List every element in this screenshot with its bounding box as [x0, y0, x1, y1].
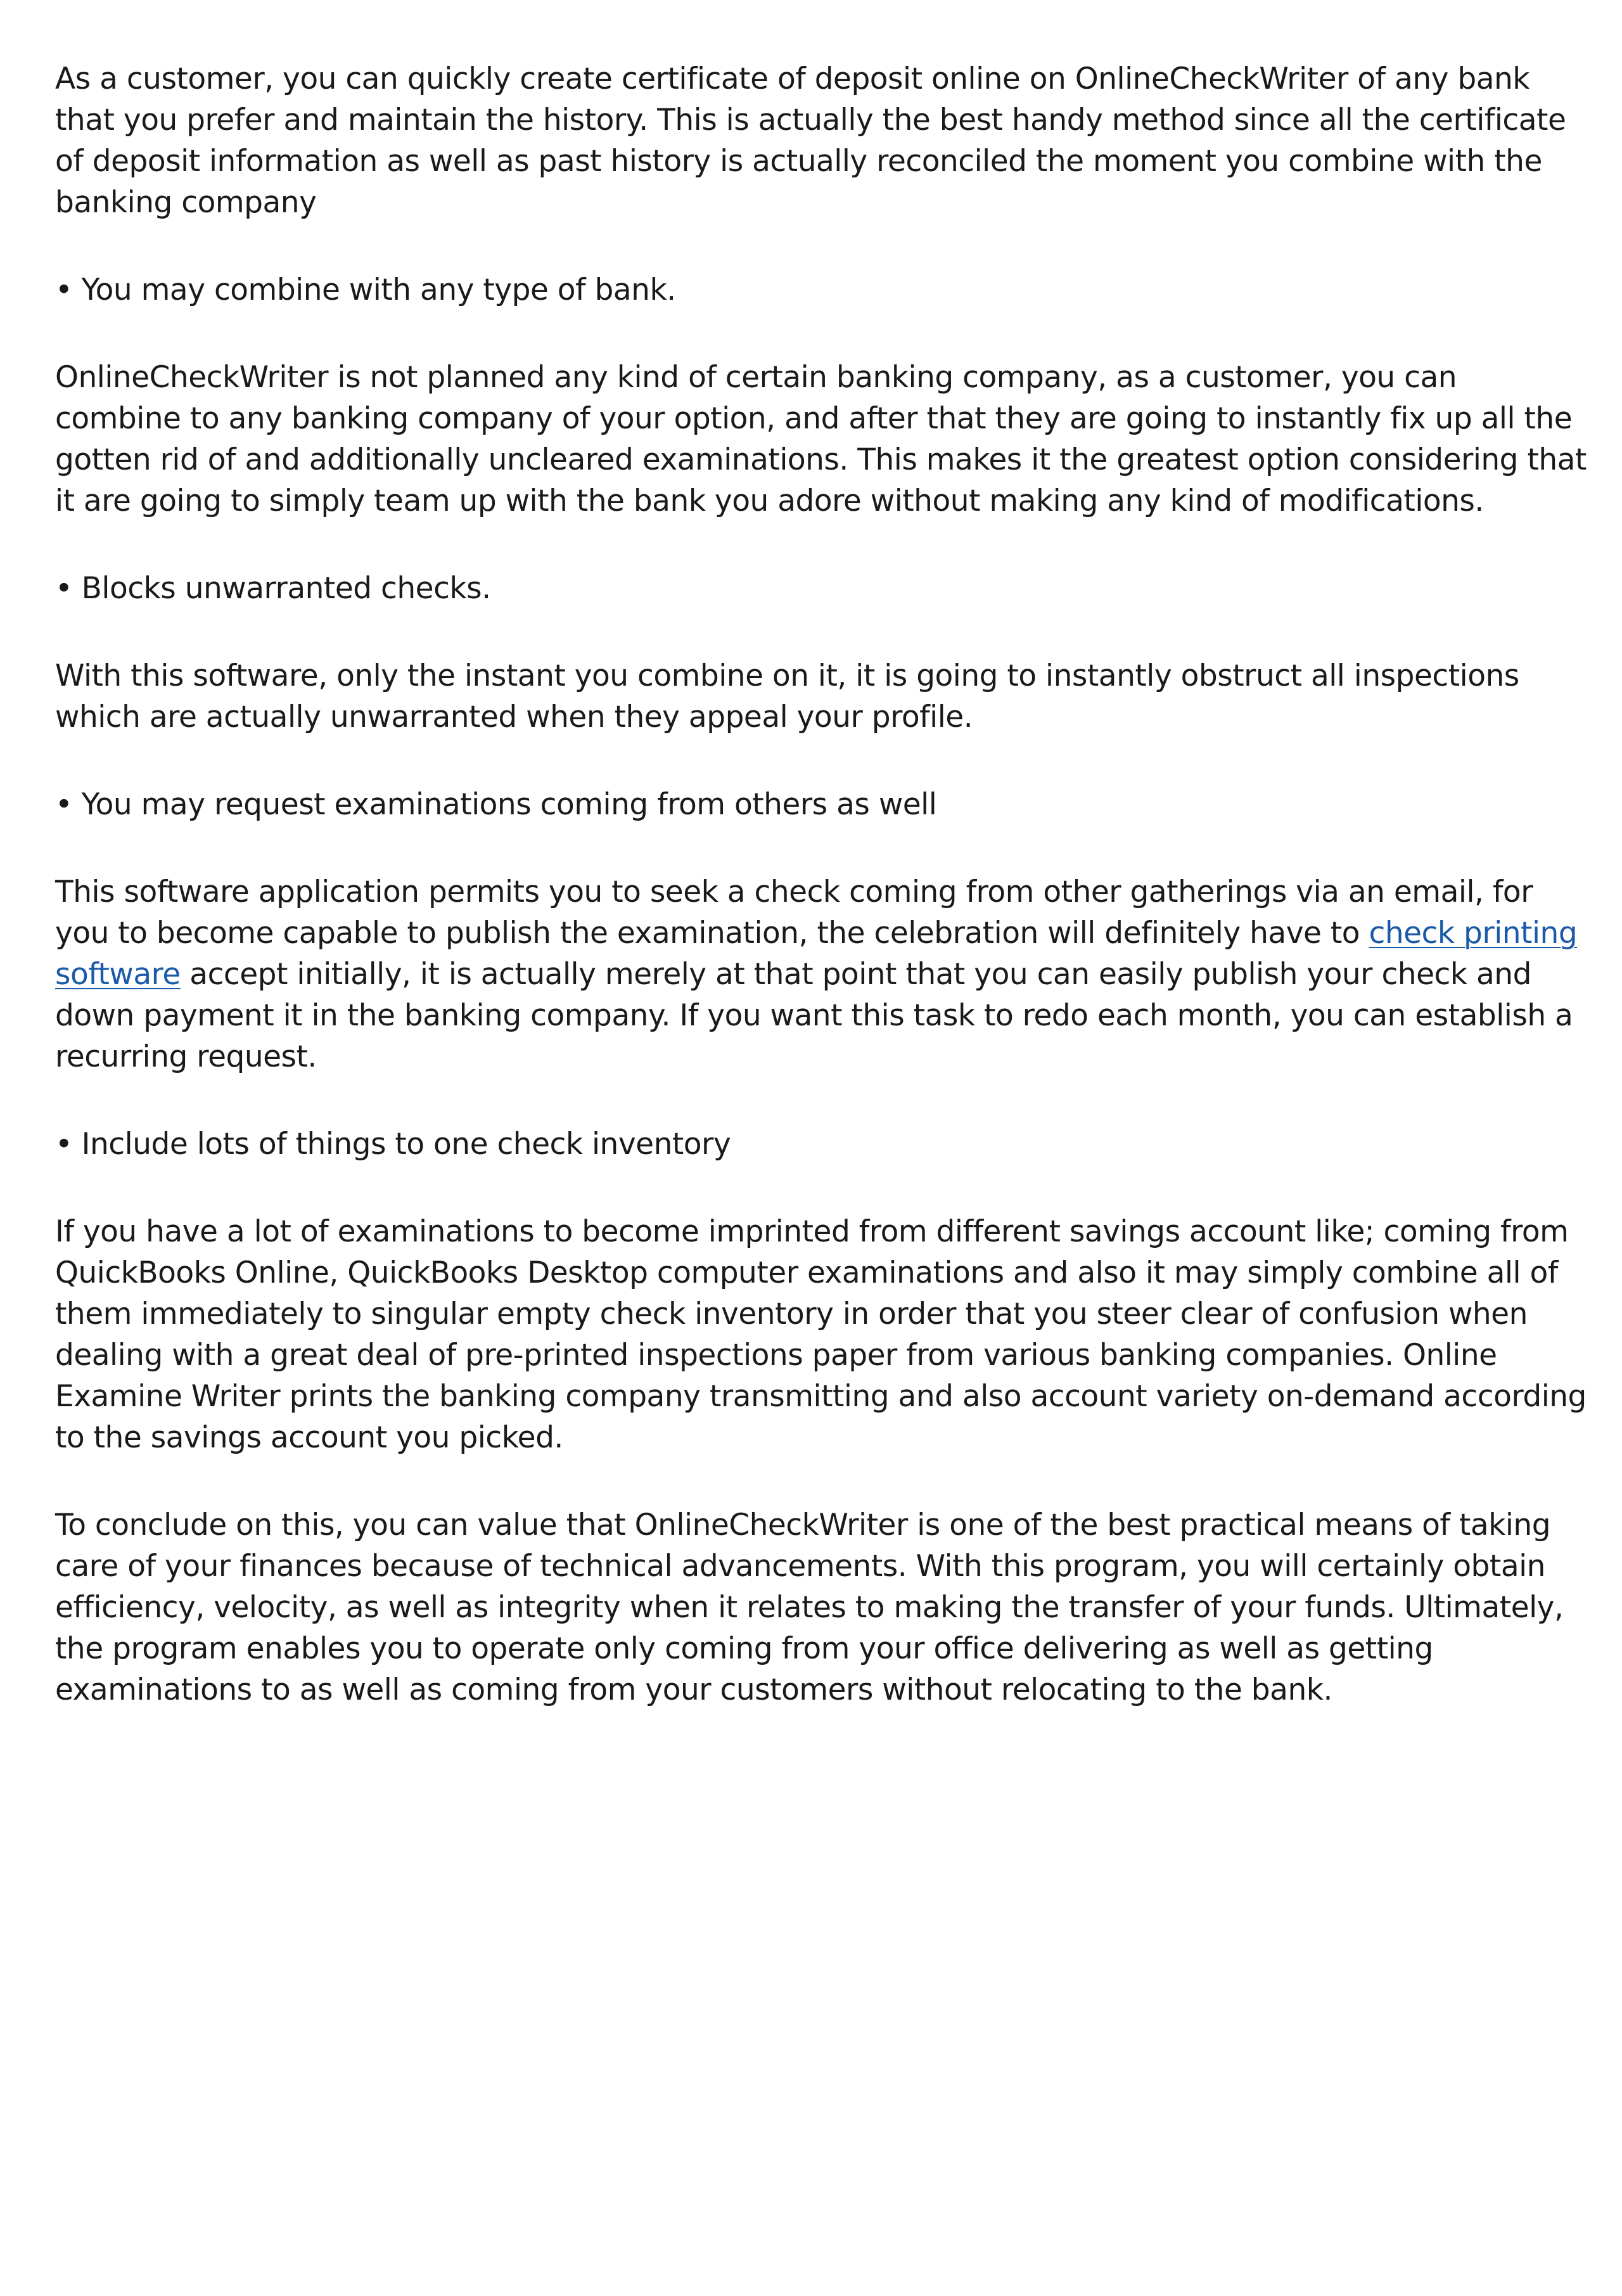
intro-paragraph: As a customer, you can quickly create certificate of deposit online on OnlineCheckWriter of any bank that you prefer and maintain the history. This is actually the best handy method since all the certificate of deposit information as well as past history is actually reconciled the moment you combine with the banking company [55, 61, 1566, 220]
bullet-request-examinations: • You may request examinations coming from others as well [55, 787, 937, 822]
blocks-checks-paragraph: With this software, only the instant you combine on it, it is going to instantly obstruct all inspections which are actually unwarranted when they appeal your profile. [55, 658, 1519, 734]
request-examinations-paragraph [55, 871, 1588, 1077]
bullet-include-lots-of-things: • Include lots of things to one check inventory [55, 1127, 731, 1162]
request-text-after-link: accept initially, it is actually merely at that point that you can easily publish your check and down payment it in the banking company. If you want this task to redo each month, you can establish a recurring request. [55, 957, 1573, 1074]
check-printing-software-link[interactable]: check printing software [55, 916, 1578, 992]
bullet-combine-any-bank: • You may combine with any type of bank. [55, 273, 676, 307]
check-inventory-paragraph: If you have a lot of examinations to become imprinted from different savings account like; coming from QuickBooks Online, QuickBooks Desktop computer examinations and also it may simply combine all of them immediately to singular empty check inventory in order that you steer clear of confusion when dealing with a great deal of pre-printed inspections paper from various banking companies. Online Examine Writer prints the banking company transmitting and also account variety on-demand according to the savings account you picked. [55, 1214, 1587, 1455]
combine-bank-paragraph: OnlineCheckWriter is not planned any kind of certain banking company, as a customer, you can combine to any banking company of your option, and after that they are going to instantly fix up all the gotten rid of and additionally uncleared examinations. This makes it the greatest option considering that it are going to simply team up with the bank you adore without making any kind of modifications. [55, 360, 1587, 518]
request-text-before-link: This software application permits you to seek a check coming from other gatherings via an email, for you to become capable to publish the examination, the celebration will definitely have to [55, 875, 1533, 951]
document-body [55, 58, 1588, 1757]
bullet-blocks-unwarranted-checks: • Blocks unwarranted checks. [55, 571, 491, 606]
conclusion-paragraph: To conclude on this, you can value that OnlineCheckWriter is one of the best practical means of taking care of your finances because of technical advancements. With this program, you will certainly obtain efficiency, velocity, as well as integrity when it relates to making the transfer of your funds. Ultimately, the program enables you to operate only coming from your office delivering as well as getting examinations to as well as coming from your customers without relocating to the bank. [55, 1508, 1564, 1707]
